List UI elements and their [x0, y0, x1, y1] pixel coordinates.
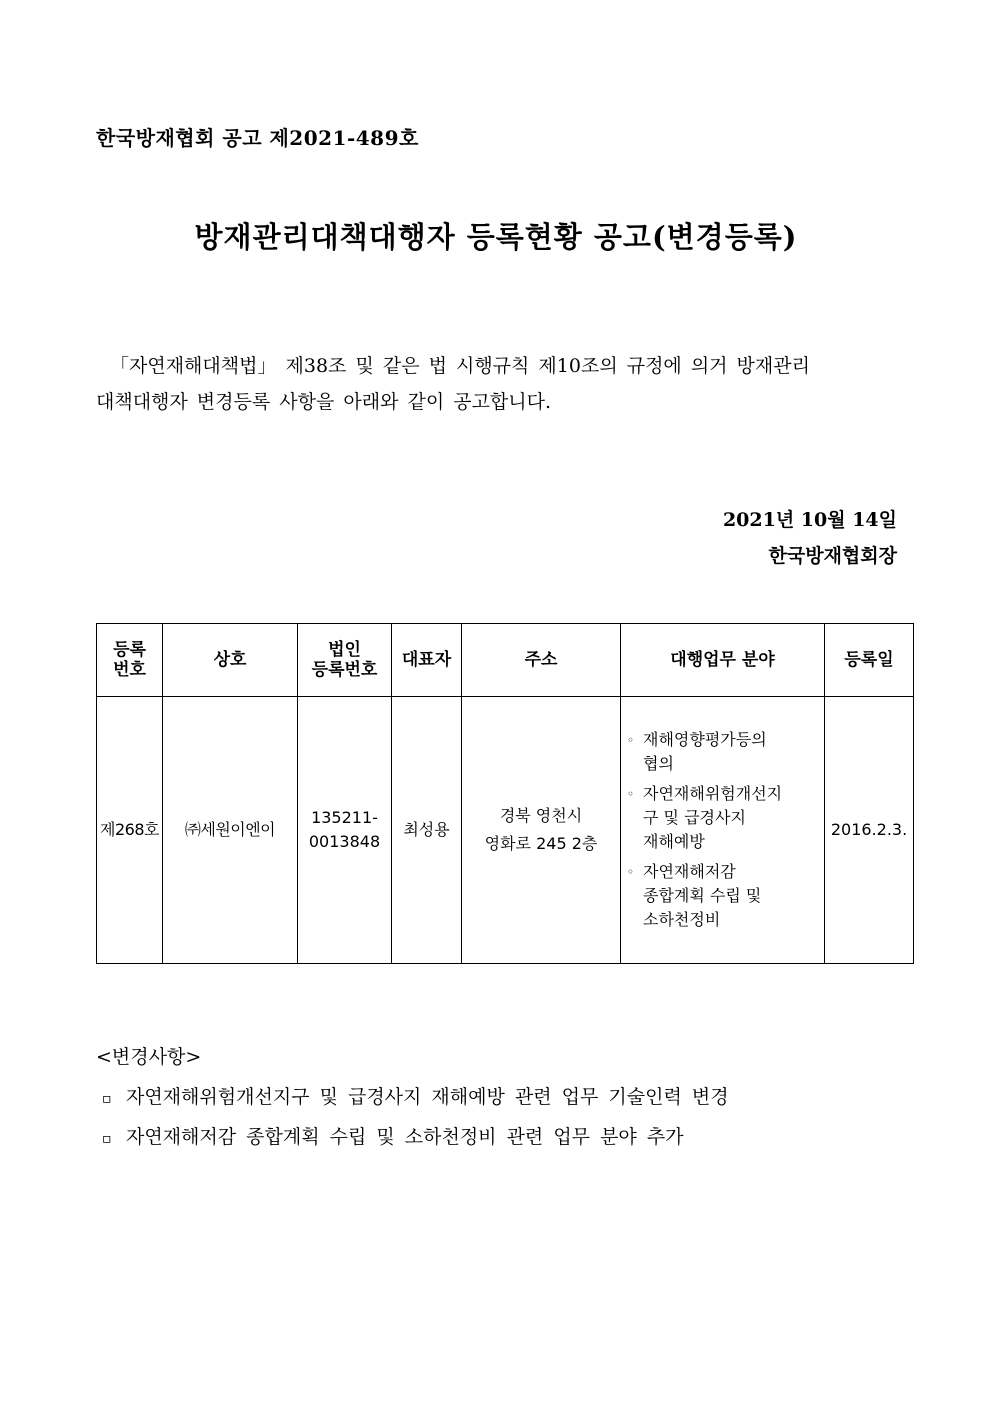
bullet-icon: ◦ — [627, 733, 635, 747]
notice-number: 한국방재협회 공고 제2021-489호 — [96, 126, 419, 150]
document-title: 방재관리대책대행자 등록현황 공고(변경등록) — [194, 220, 798, 254]
header-address: 주소 — [462, 624, 621, 697]
square-bullet-icon: ▫ — [102, 1131, 112, 1147]
cell-representative: 최성용 — [392, 697, 462, 964]
intro-line-2: 대책대행자 변경등록 사항을 아래와 같이 공고합니다. — [96, 391, 552, 413]
cell-reg-date: 2016.2.3. — [825, 697, 914, 964]
header-service-field: 대행업무 분야 — [621, 624, 825, 697]
header-corp-no: 법인 등록번호 — [298, 624, 392, 697]
header-company: 상호 — [163, 624, 298, 697]
header-reg-no: 등록 번호 — [97, 624, 163, 697]
bullet-icon: ◦ — [627, 787, 635, 801]
issuer-name: 한국방재협회장 — [768, 545, 897, 567]
service-field-list — [623, 728, 822, 932]
cell-reg-no: 제268호 — [97, 697, 163, 964]
square-bullet-icon: ▫ — [102, 1091, 112, 1107]
list-item — [102, 1078, 729, 1118]
table-header-row — [97, 624, 914, 697]
header-reg-date: 등록일 — [825, 624, 914, 697]
intro-line-1: 「자연재해대책법」 제38조 및 같은 법 시행규칙 제10조의 규정에 의거 방재관리 — [110, 355, 810, 377]
list-item: ◦ 재해영향평가등의 협의 — [627, 730, 767, 773]
list-item — [102, 1118, 729, 1158]
list-item: ◦ 자연재해위험개선지 구 및 급경사지 재해예방 — [627, 784, 783, 851]
change-text: 자연재해위험개선지구 및 급경사지 재해예방 관련 업무 기술인력 변경 — [126, 1086, 729, 1108]
change-text: 자연재해저감 종합계획 수립 및 소하천정비 관련 업무 분야 추가 — [126, 1126, 684, 1148]
list-item: ◦ 자연재해저감 종합계획 수립 및 소하천정비 — [627, 862, 762, 929]
changes-section — [96, 1038, 729, 1158]
bullet-icon: ◦ — [627, 865, 635, 879]
cell-address: 경북 영천시 영화로 245 2층 — [462, 697, 621, 964]
intro-paragraph — [96, 348, 896, 420]
date-signature-block — [723, 502, 897, 574]
cell-company: ㈜세원이엔이 — [163, 697, 298, 964]
cell-corp-no: 135211- 0013848 — [298, 697, 392, 964]
cell-service-field — [621, 697, 825, 964]
header-representative: 대표자 — [392, 624, 462, 697]
registration-table — [96, 623, 914, 964]
table-row — [97, 697, 914, 964]
changes-heading: <변경사항> — [96, 1046, 202, 1068]
notice-date: 2021년 10월 14일 — [722, 509, 897, 531]
